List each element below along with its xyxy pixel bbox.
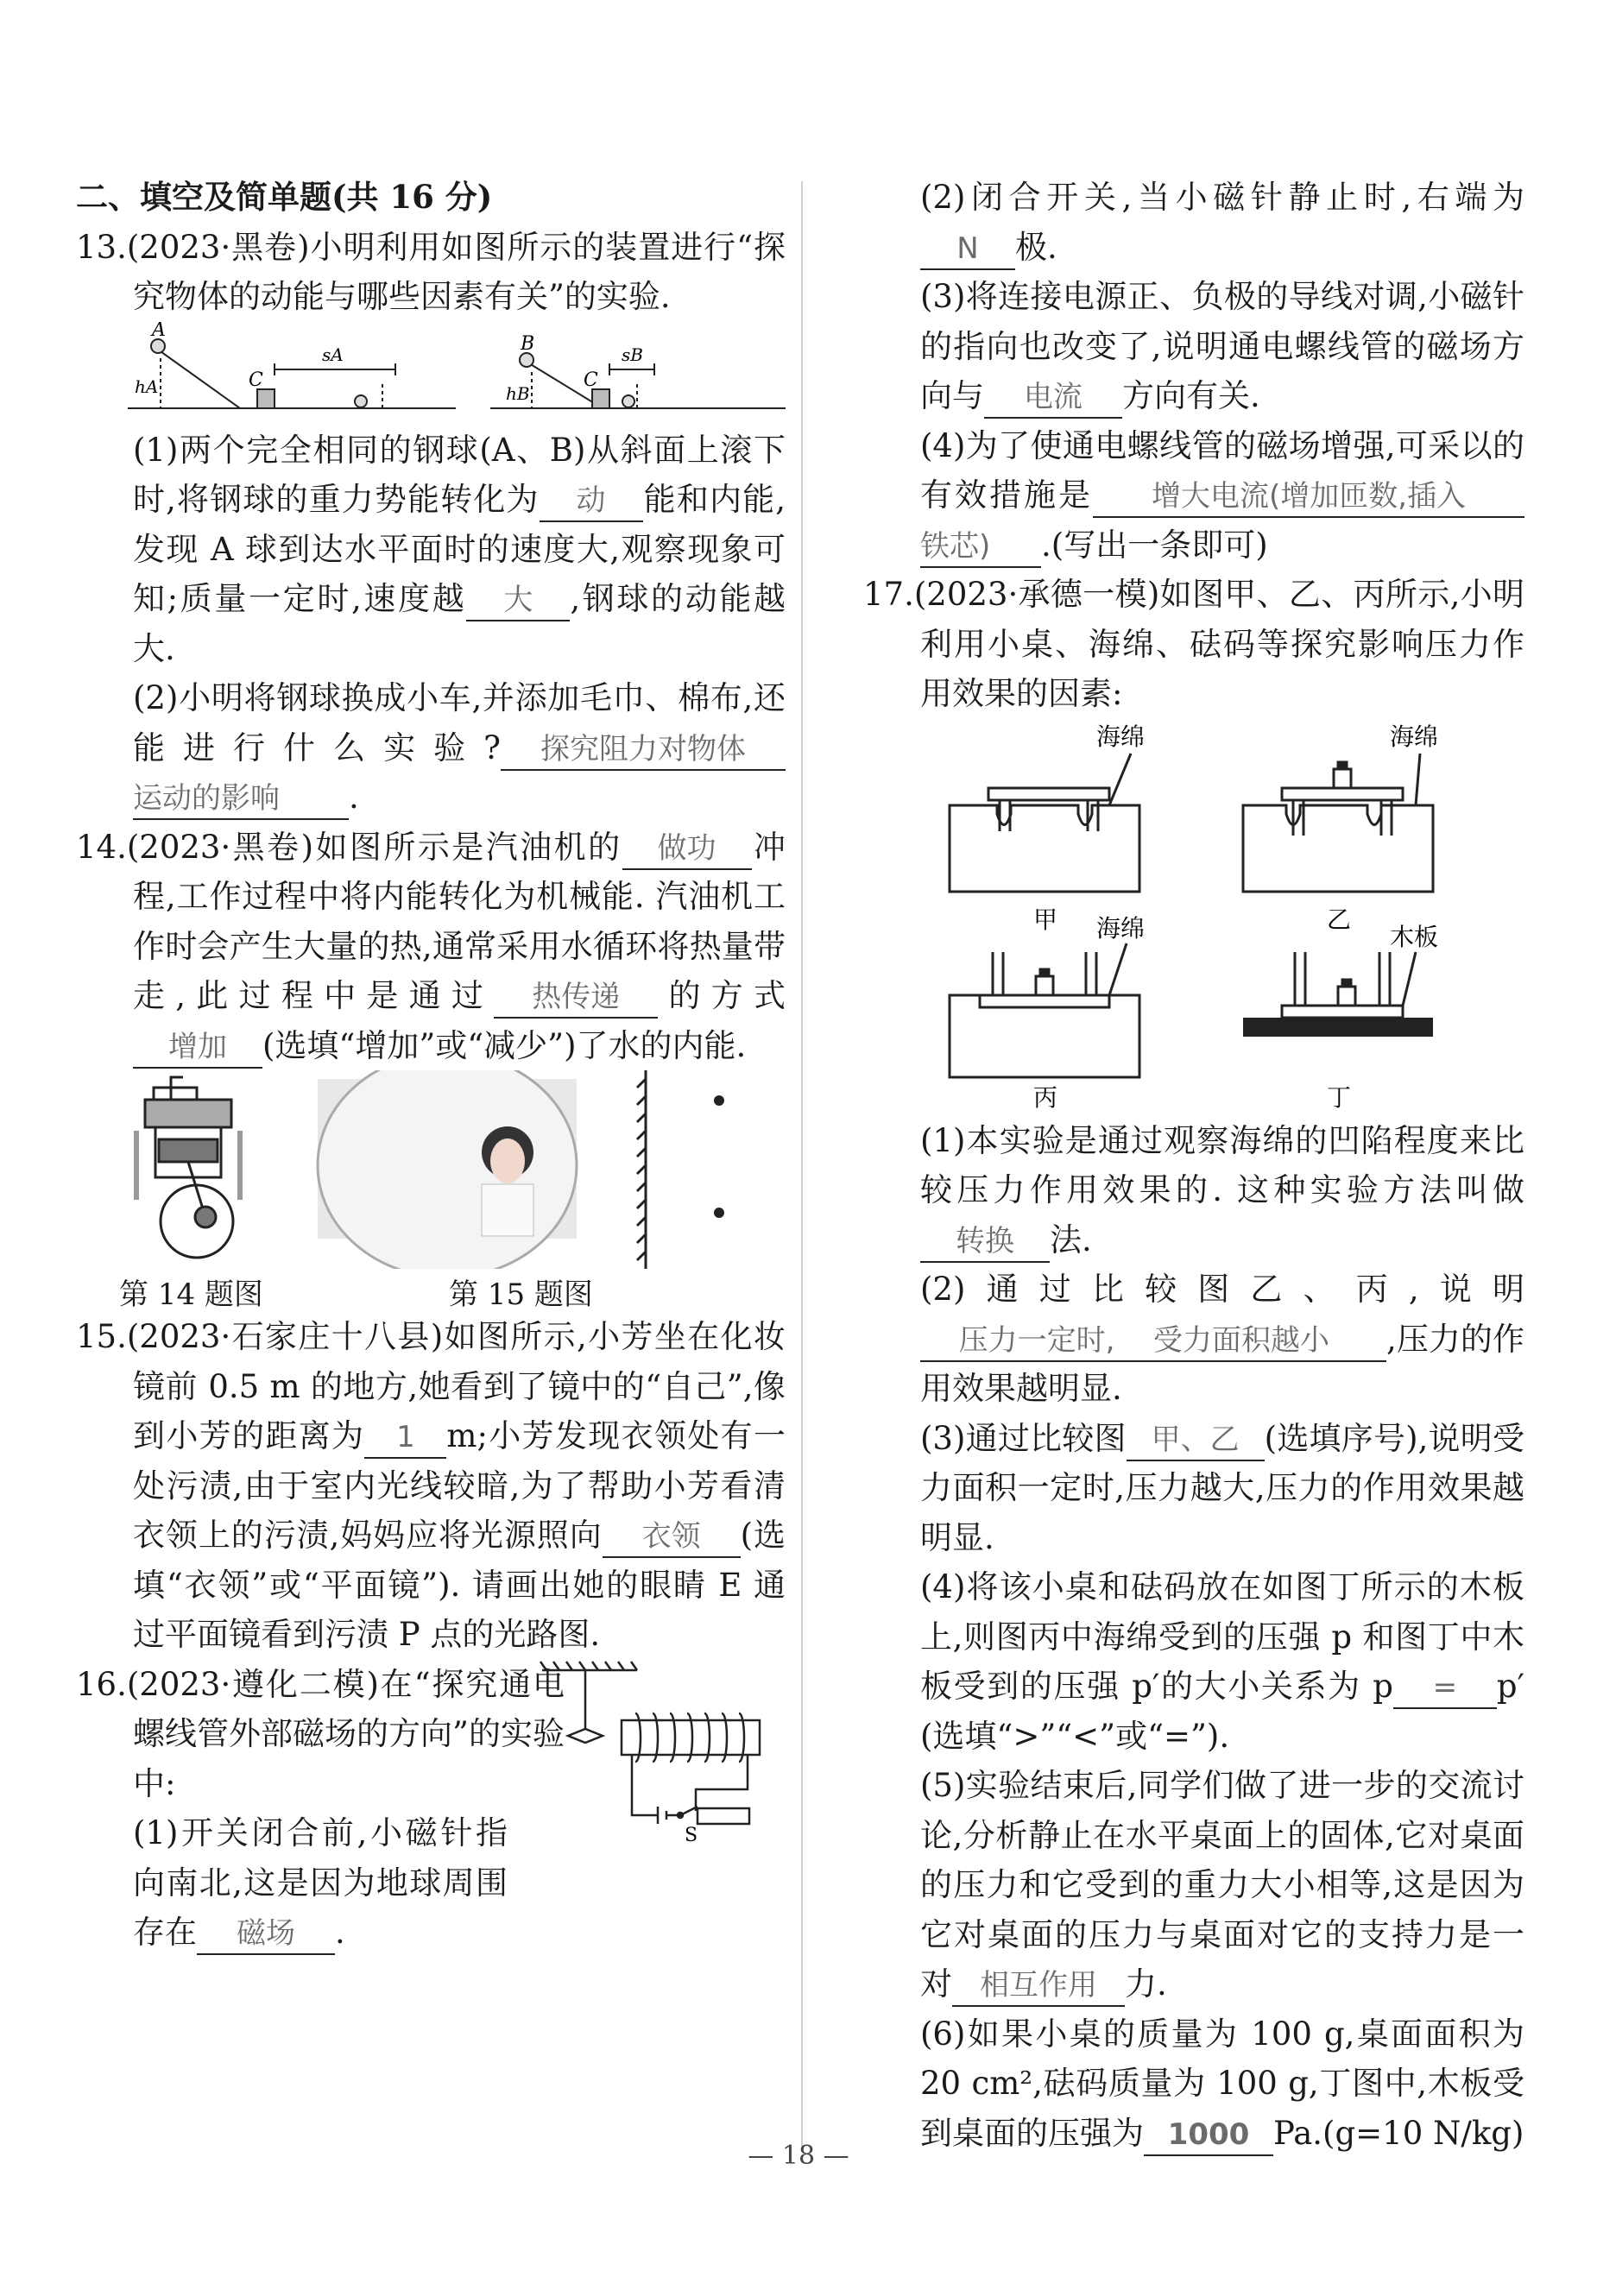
q13-answer-1: 动 <box>540 481 643 522</box>
point-p <box>714 1208 724 1218</box>
q17-p3-text: (3)通过比较图 <box>920 1419 1127 1457</box>
q16-answer-2: N <box>920 229 1015 270</box>
q14-answer-1: 做功 <box>622 829 752 870</box>
q17-part4 <box>863 1562 1524 1761</box>
label-c2: C <box>584 369 598 391</box>
q16-answer-4a: 增大电流(增加匝数,插入 <box>1093 476 1524 518</box>
right-column <box>863 173 1524 2158</box>
q16-p1-end: . <box>335 1914 345 1951</box>
q13-part1 <box>76 426 786 674</box>
q16-part2 <box>863 173 1524 272</box>
caption-fig15: 第 15 题图 <box>449 1277 593 1312</box>
ramp-diagram <box>76 322 786 426</box>
label-ding: 丁 <box>1327 1082 1352 1112</box>
q16-p1-text: (1)开关闭合前,小磁针指向南北,这是因为地球周围存在 <box>133 1814 508 1951</box>
q13-p2-text: (2)小明将钢球换成小车,并添加毛巾、棉布,还能进行什么实验? <box>133 679 786 766</box>
engine-mirror-figures <box>76 1070 786 1269</box>
q15-text-b: m;小芳发现衣领处有一处污渍,由于室内光线较暗,为了帮助小芳看清衣领上的污渍,妈妈应将光源照向 <box>133 1417 786 1554</box>
plane-mirror <box>637 1070 646 1269</box>
label-sa: sA <box>322 344 344 365</box>
q17-p2-end: ,压力的作用效果越明显. <box>920 1320 1524 1407</box>
q17-p5-text: (5)实验结束后,同学们做了进一步的交流讨论,分析静止在水平桌面上的固体,它对桌面的压力和它受到的重力大小相等,这是因为它对桌面的压力与桌面对它的支持力是一对 <box>920 1767 1524 2003</box>
q13-p2-end: . <box>349 779 359 816</box>
q16-p4-end: .(写出一条即可) <box>1041 526 1268 564</box>
q17-p6-end: Pa.(g=10 N/kg) <box>1273 2114 1524 2152</box>
label-ha: hA <box>135 375 159 397</box>
label-sb: sB <box>622 344 643 365</box>
q14-q15-figures <box>76 1070 786 1312</box>
q14-text-c: 的方式 <box>658 977 786 1014</box>
q13-p1-text: (1)两个完全相同的钢球(A、B)从斜面上滚下时,将钢球的重力势能转化为 <box>133 431 786 518</box>
q13-p1-text-b: 能和内能,发现 A 球到达水平面时的速度大,观察现象可知;质量一定时,速度越 <box>133 481 786 617</box>
q17-p1-end: 法. <box>1050 1221 1092 1258</box>
pressure-experiment-diagram <box>863 719 1524 1116</box>
q16-block <box>76 1660 786 1958</box>
q17-p4-end: p′(选填“>”“<”或“=”). <box>920 1668 1524 1755</box>
q15-text-c: (选填“衣领”或“平面镜”). 请画出她的眼睛 E 通过平面镜看到污渍 P 点的光路图. <box>133 1517 786 1653</box>
q17-p5-end: 力. <box>1125 1965 1167 2003</box>
q17-stem: 17.(2023·承德一模)如图甲、乙、丙所示,小明利用小桌、海绵、砝码等探究影响压力作用效果的因素: <box>863 576 1524 712</box>
block-c2 <box>592 389 609 408</box>
q16-p2-text: (2)闭合开关,当小磁针静止时,右端为 <box>920 179 1524 216</box>
ball-a <box>151 339 165 353</box>
q17-answer-6: 1000 <box>1144 2115 1273 2156</box>
q16-part4 <box>863 421 1524 571</box>
q13-part2 <box>76 673 786 823</box>
page-number: — 18 — <box>748 2141 849 2171</box>
label-board: 木板 <box>1390 922 1439 951</box>
q17-part2 <box>863 1265 1524 1414</box>
q14-text-b: 冲程,工作过程中将内能转化为机械能. 汽油机工作时会产生大量的热,通常采用水循环将热量带走,此过程中是通过 <box>133 828 786 1014</box>
q17-answer-3: 甲、乙 <box>1127 1420 1265 1461</box>
q17-answer-2b: 受力面积越小 <box>1153 1321 1386 1362</box>
q17-answer-1: 转换 <box>920 1221 1050 1263</box>
q17-answer-2a: 压力一定时, <box>920 1321 1153 1362</box>
q16-answer-1: 磁场 <box>197 1914 335 1955</box>
q14-text-d: (选填“增加”或“减少”)了水的内能. <box>262 1026 747 1064</box>
q17-part6 <box>863 2009 1524 2159</box>
label-jia: 甲 <box>1033 905 1058 934</box>
q17-answer-5: 相互作用 <box>952 1965 1125 2007</box>
q14-answer-3: 增加 <box>133 1027 262 1069</box>
label-hb: hB <box>506 382 530 404</box>
q17-part1 <box>863 1116 1524 1265</box>
q17-part3 <box>863 1414 1524 1563</box>
column-divider <box>801 181 803 2149</box>
engine-figure <box>136 1077 240 1258</box>
caption-fig14: 第 14 题图 <box>119 1277 263 1312</box>
q14-answer-2: 热传递 <box>494 977 658 1019</box>
label-bing: 丙 <box>1033 1082 1058 1112</box>
label-b: B <box>521 332 535 355</box>
q15-answer-2: 衣领 <box>603 1517 741 1558</box>
switch-label: S <box>685 1824 698 1846</box>
label-a: A <box>152 321 166 341</box>
point-e <box>714 1095 724 1106</box>
q16-p4-text: (4)为了使通电螺线管的磁场增强,可采以的有效措施是 <box>920 426 1524 514</box>
q17-p3-end: (选填序号),说明受力面积一定时,压力越大,压力的作用效果越明显. <box>920 1419 1524 1556</box>
label-sponge-bing: 海绵 <box>1096 913 1146 943</box>
q16-p2-end: 极. <box>1015 228 1057 266</box>
label-yi: 乙 <box>1327 905 1352 934</box>
q13-answer-3b: 运动的影响 <box>133 779 349 820</box>
q13-figure <box>76 322 786 426</box>
q13-p1-text-c: ,钢球的动能越大. <box>133 580 786 667</box>
q15-text-a: 15.(2023·石家庄十八县)如图所示,小芳坐在化妆镜前 0.5 m 的地方,她看到了镜中的“自己”,像到小芳的距离为 <box>76 1318 786 1454</box>
wooden-board <box>1243 1018 1433 1037</box>
q13-answer-2: 大 <box>466 580 570 621</box>
q17-answer-4: = <box>1393 1668 1497 1709</box>
label-c1: C <box>249 369 263 391</box>
q15 <box>76 1312 786 1660</box>
q17-p2-text: (2)通过比较图乙、丙,说明 <box>920 1271 1524 1308</box>
ball-b <box>520 353 533 367</box>
left-column <box>76 173 786 1958</box>
q16-answer-3: 电流 <box>984 377 1122 419</box>
q16-part3 <box>863 272 1524 421</box>
q13-answer-3a: 探究阻力对物体 <box>501 729 786 771</box>
label-sponge-jia: 海绵 <box>1096 722 1146 751</box>
solenoid-diagram <box>525 1660 784 1858</box>
q14 <box>76 823 786 1071</box>
q17-p6-text: (6)如果小桌的质量为 100 g,桌面面积为 20 cm²,砝码质量为 100 g,丁图中,木板受到桌面的压强为 <box>920 2015 1524 2152</box>
q17-p1-text: (1)本实验是通过观察海绵的凹陷程度来比较压力作用效果的. 这种实验方法叫做 <box>920 1121 1524 1208</box>
q16-p3-end: 方向有关. <box>1122 377 1260 414</box>
q13-stem: 13.(2023·黑卷)小明利用如图所示的装置进行“探究物体的动能与哪些因素有关”的实验. <box>76 228 786 315</box>
q16-p3-text: (3)将连接电源正、负极的导线对调,小磁针的指向也改变了,说明通电螺线管的磁场方向与 <box>920 278 1524 414</box>
q16-answer-4b: 铁芯) <box>920 527 1041 568</box>
section-title: 二、填空及简单题(共 16 分) <box>76 178 493 216</box>
q15-answer-1: 1 <box>364 1417 446 1459</box>
q17-part5 <box>863 1761 1524 2009</box>
q14-text-a: 14.(2023·黑卷)如图所示是汽油机的 <box>76 828 622 866</box>
q16-stem: 16.(2023·遵化二模)在“探究通电螺线管外部磁场的方向”的实验中: <box>76 1665 565 1802</box>
q17-figures <box>863 719 1524 1116</box>
block-c1 <box>257 389 275 408</box>
q17-p4-text: (4)将该小桌和砝码放在如图丁所示的木板上,则图丙中海绵受到的压强 p 和图丁中木板受到的压强 p′的大小关系为 p <box>920 1568 1524 1705</box>
label-sponge-yi: 海绵 <box>1390 722 1439 751</box>
q16-part1 <box>76 1808 508 1958</box>
